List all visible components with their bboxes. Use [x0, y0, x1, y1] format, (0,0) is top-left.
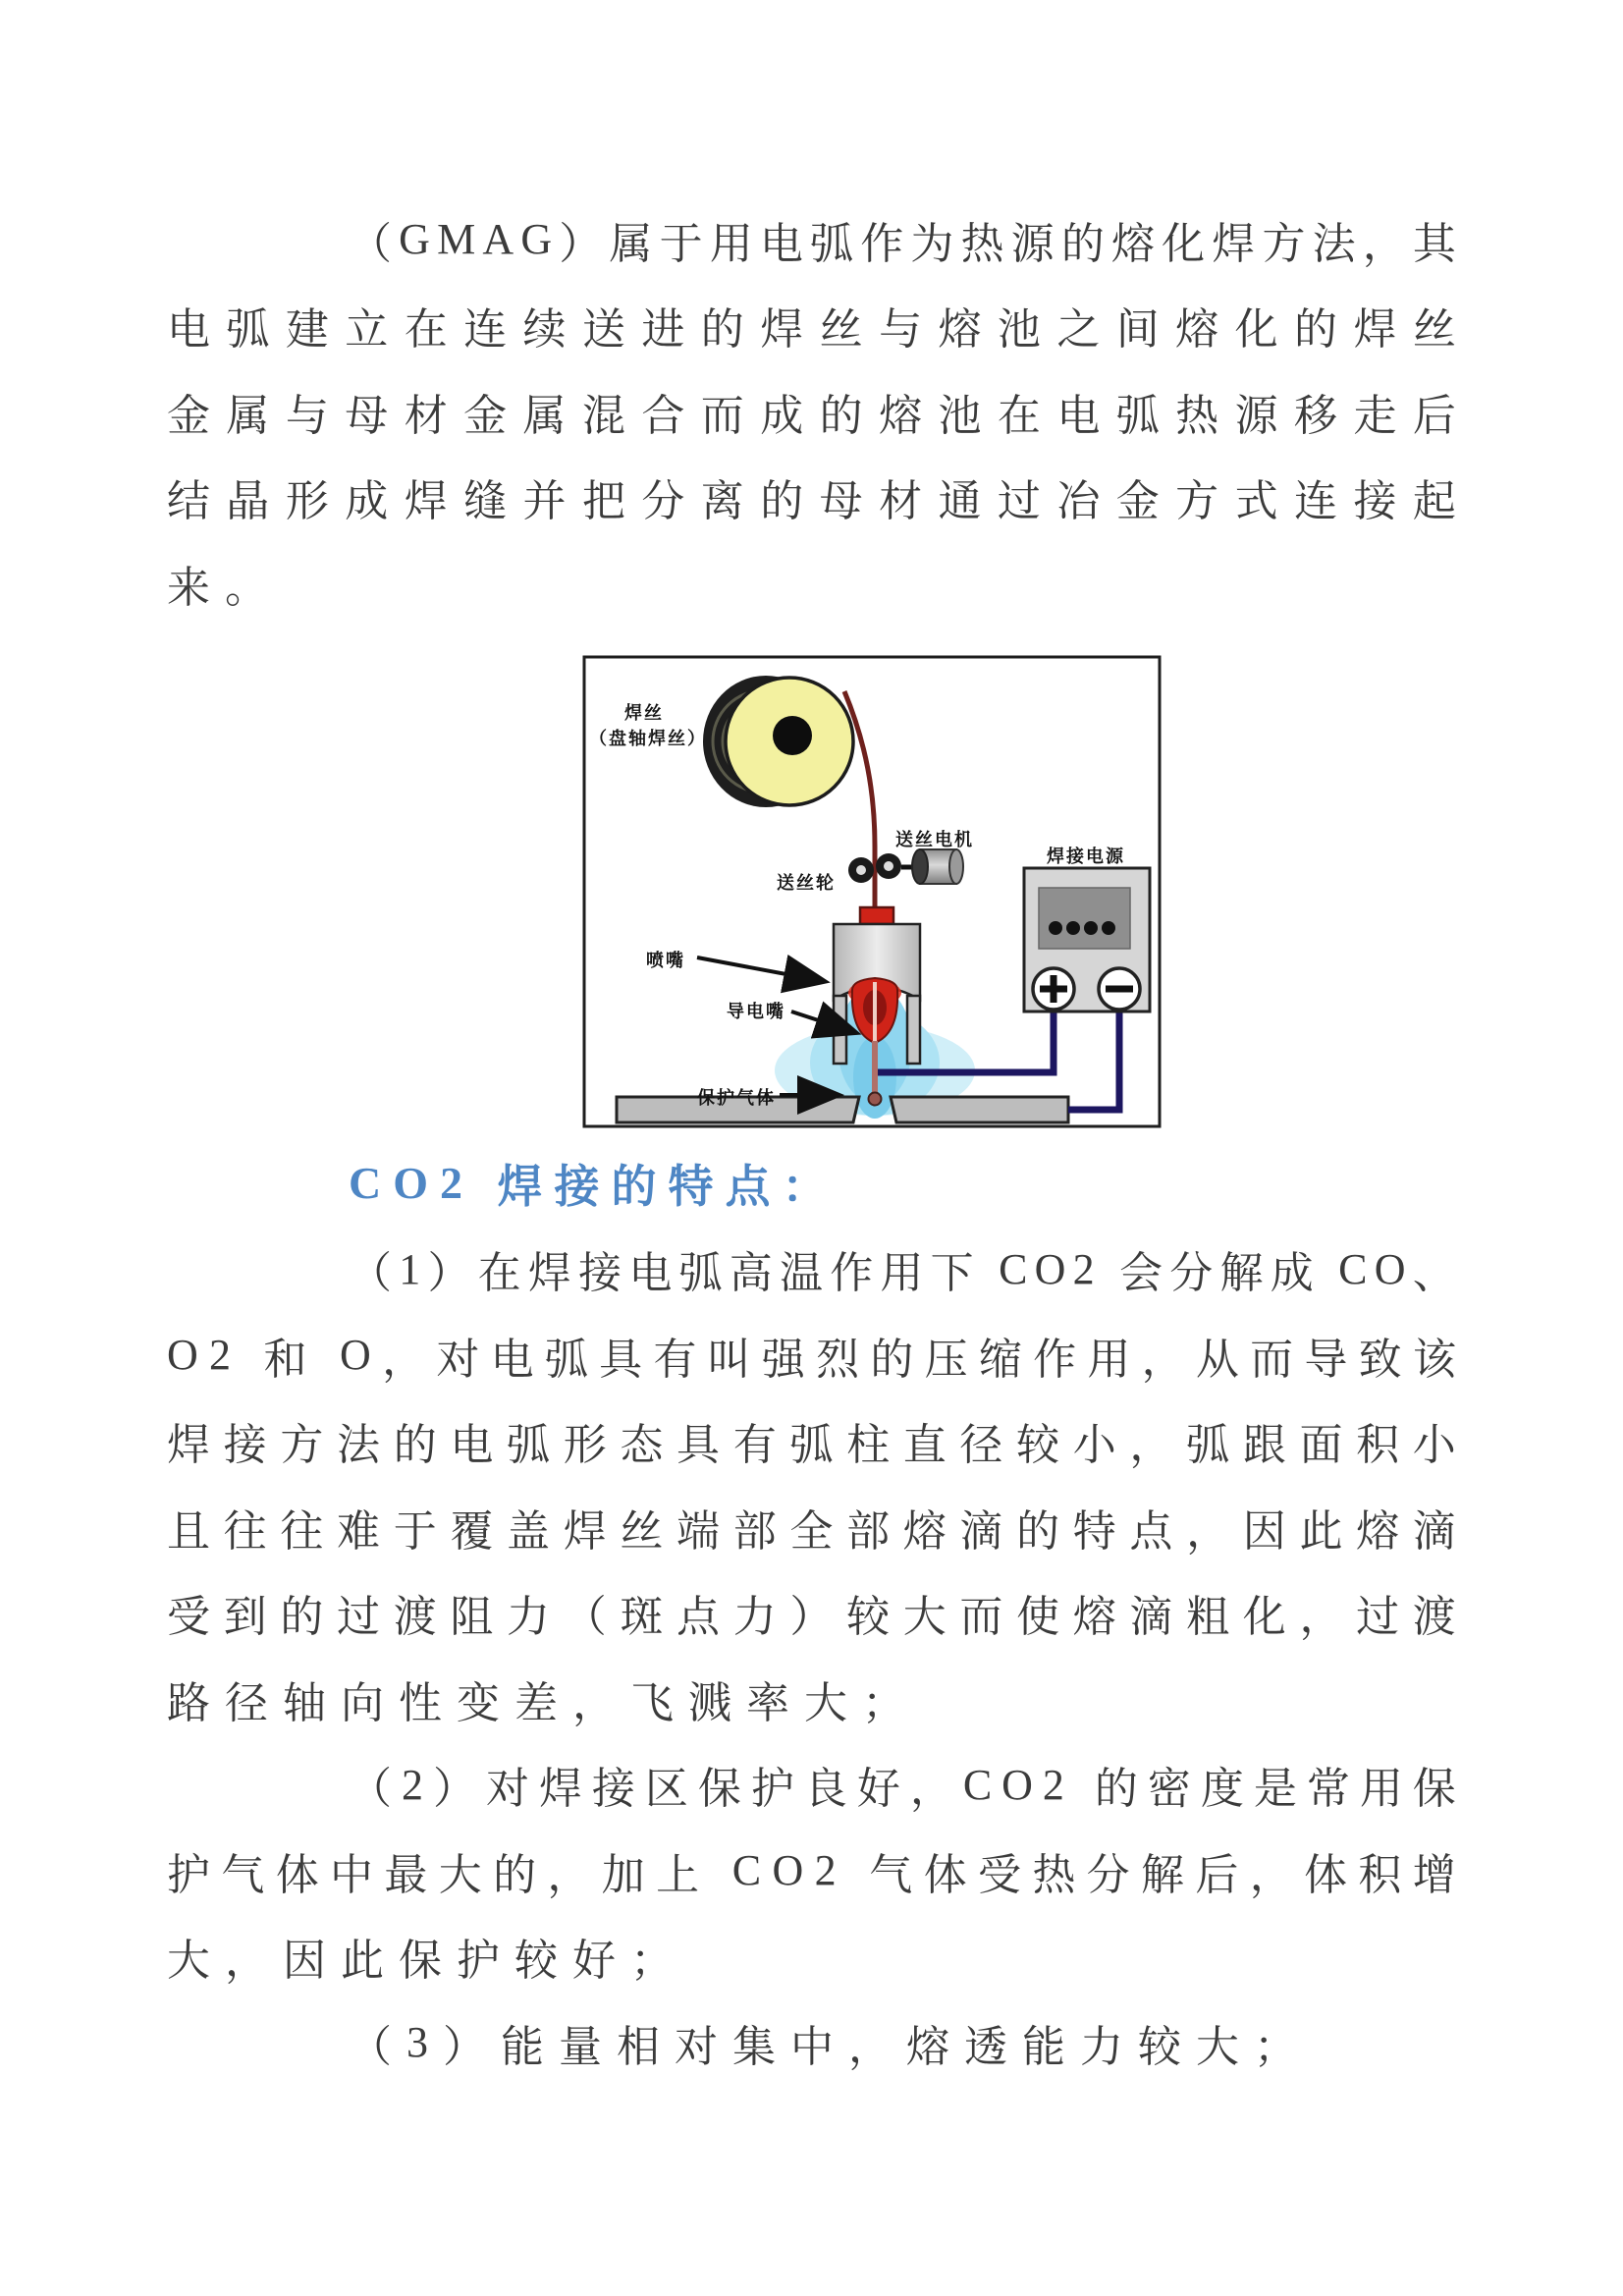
text-line: 受 到 的 过 渡 阻 力 （ 斑 点 力 ） 较 大 而 使 熔 滴 粗 化 ， 过 渡	[167, 1593, 1456, 1642]
text-line: 结 晶 形 成 焊 缝 并 把 分 离 的 母 材 通 过 冶 金 方 式 连 接 起	[167, 477, 1456, 526]
text-line: （ G M A G ） 属 于 用 电 弧 作 为 热 源 的 熔 化 焊 方 法 ， 其	[349, 215, 1456, 268]
features-section	[167, 1140, 1456, 2086]
text-line: （ 2 ） 对 焊 接 区 保 护 良 好 ， C O 2 的 密 度 是 常 用 保	[349, 1760, 1456, 1814]
wire-spool	[703, 676, 853, 807]
text-line: 焊 接 方 法 的 电 弧 形 态 具 有 弧 柱 直 径 较 小 ， 弧 跟 面 积 小	[167, 1421, 1456, 1470]
nozzle-label: 喷嘴	[646, 951, 685, 970]
spool-label-line1: 焊丝	[624, 703, 664, 723]
text-line: （ 3 ） 能 量 相 对 集 中 ， 熔 透 能 力 较 大 ；	[349, 2018, 1297, 2071]
shielding-gas-label: 保护气体	[697, 1088, 776, 1108]
feature-paragraph-3	[167, 1999, 1456, 2086]
text-line: 电 弧 建 立 在 连 续 送 进 的 焊 丝 与 熔 池 之 间 熔 化 的 焊 丝	[167, 305, 1456, 355]
workpiece	[617, 1097, 1068, 1122]
plus-terminal	[1033, 968, 1074, 1010]
text-line: O 2 和 O ， 对 电 弧 具 有 叫 强 烈 的 压 缩 作 用 ， 从 而 导 致 该	[167, 1331, 1456, 1384]
power-supply	[1024, 868, 1150, 1011]
text-line: 来 。	[167, 563, 268, 612]
text-line: （ 1 ） 在 焊 接 电 弧 高 温 作 用 下 C O 2 会 分 解 成 C O 、	[349, 1244, 1456, 1298]
text-line: 大 ， 因 此 保 护 较 好 ；	[167, 1937, 674, 1986]
text-line: 金 属 与 母 材 金 属 混 合 而 成 的 熔 池 在 电 弧 热 源 移 走 后	[167, 391, 1456, 440]
intro-paragraph	[167, 196, 1456, 627]
feature-paragraph-1	[167, 1227, 1456, 1742]
text-line: 护 气 体 中 最 大 的 ， 加 上 C O 2 气 体 受 热 分 解 后 ， 体 积 增	[167, 1846, 1456, 1899]
feature-paragraph-2	[167, 1742, 1456, 2000]
power-source-label: 焊接电源	[1047, 847, 1125, 866]
text-line: 且 往 往 难 于 覆 盖 焊 丝 端 部 全 部 熔 滴 的 特 点 ， 因 此 熔 滴	[167, 1506, 1456, 1556]
welding-diagram	[577, 650, 1166, 1129]
spool-label-line2: （盘轴焊丝）	[589, 729, 707, 748]
feed-motor	[912, 849, 963, 884]
section-heading: C O 2 焊 接 的 特 点 ：	[349, 1158, 828, 1212]
contact-tip-label: 导电嘴	[727, 1002, 785, 1021]
text-line: 路 径 轴 向 性 变 差 ， 飞 溅 率 大 ；	[167, 1678, 905, 1727]
feed-motor-label: 送丝电机	[895, 830, 974, 849]
minus-terminal	[1099, 968, 1140, 1010]
feed-roller-label: 送丝轮	[777, 873, 836, 893]
